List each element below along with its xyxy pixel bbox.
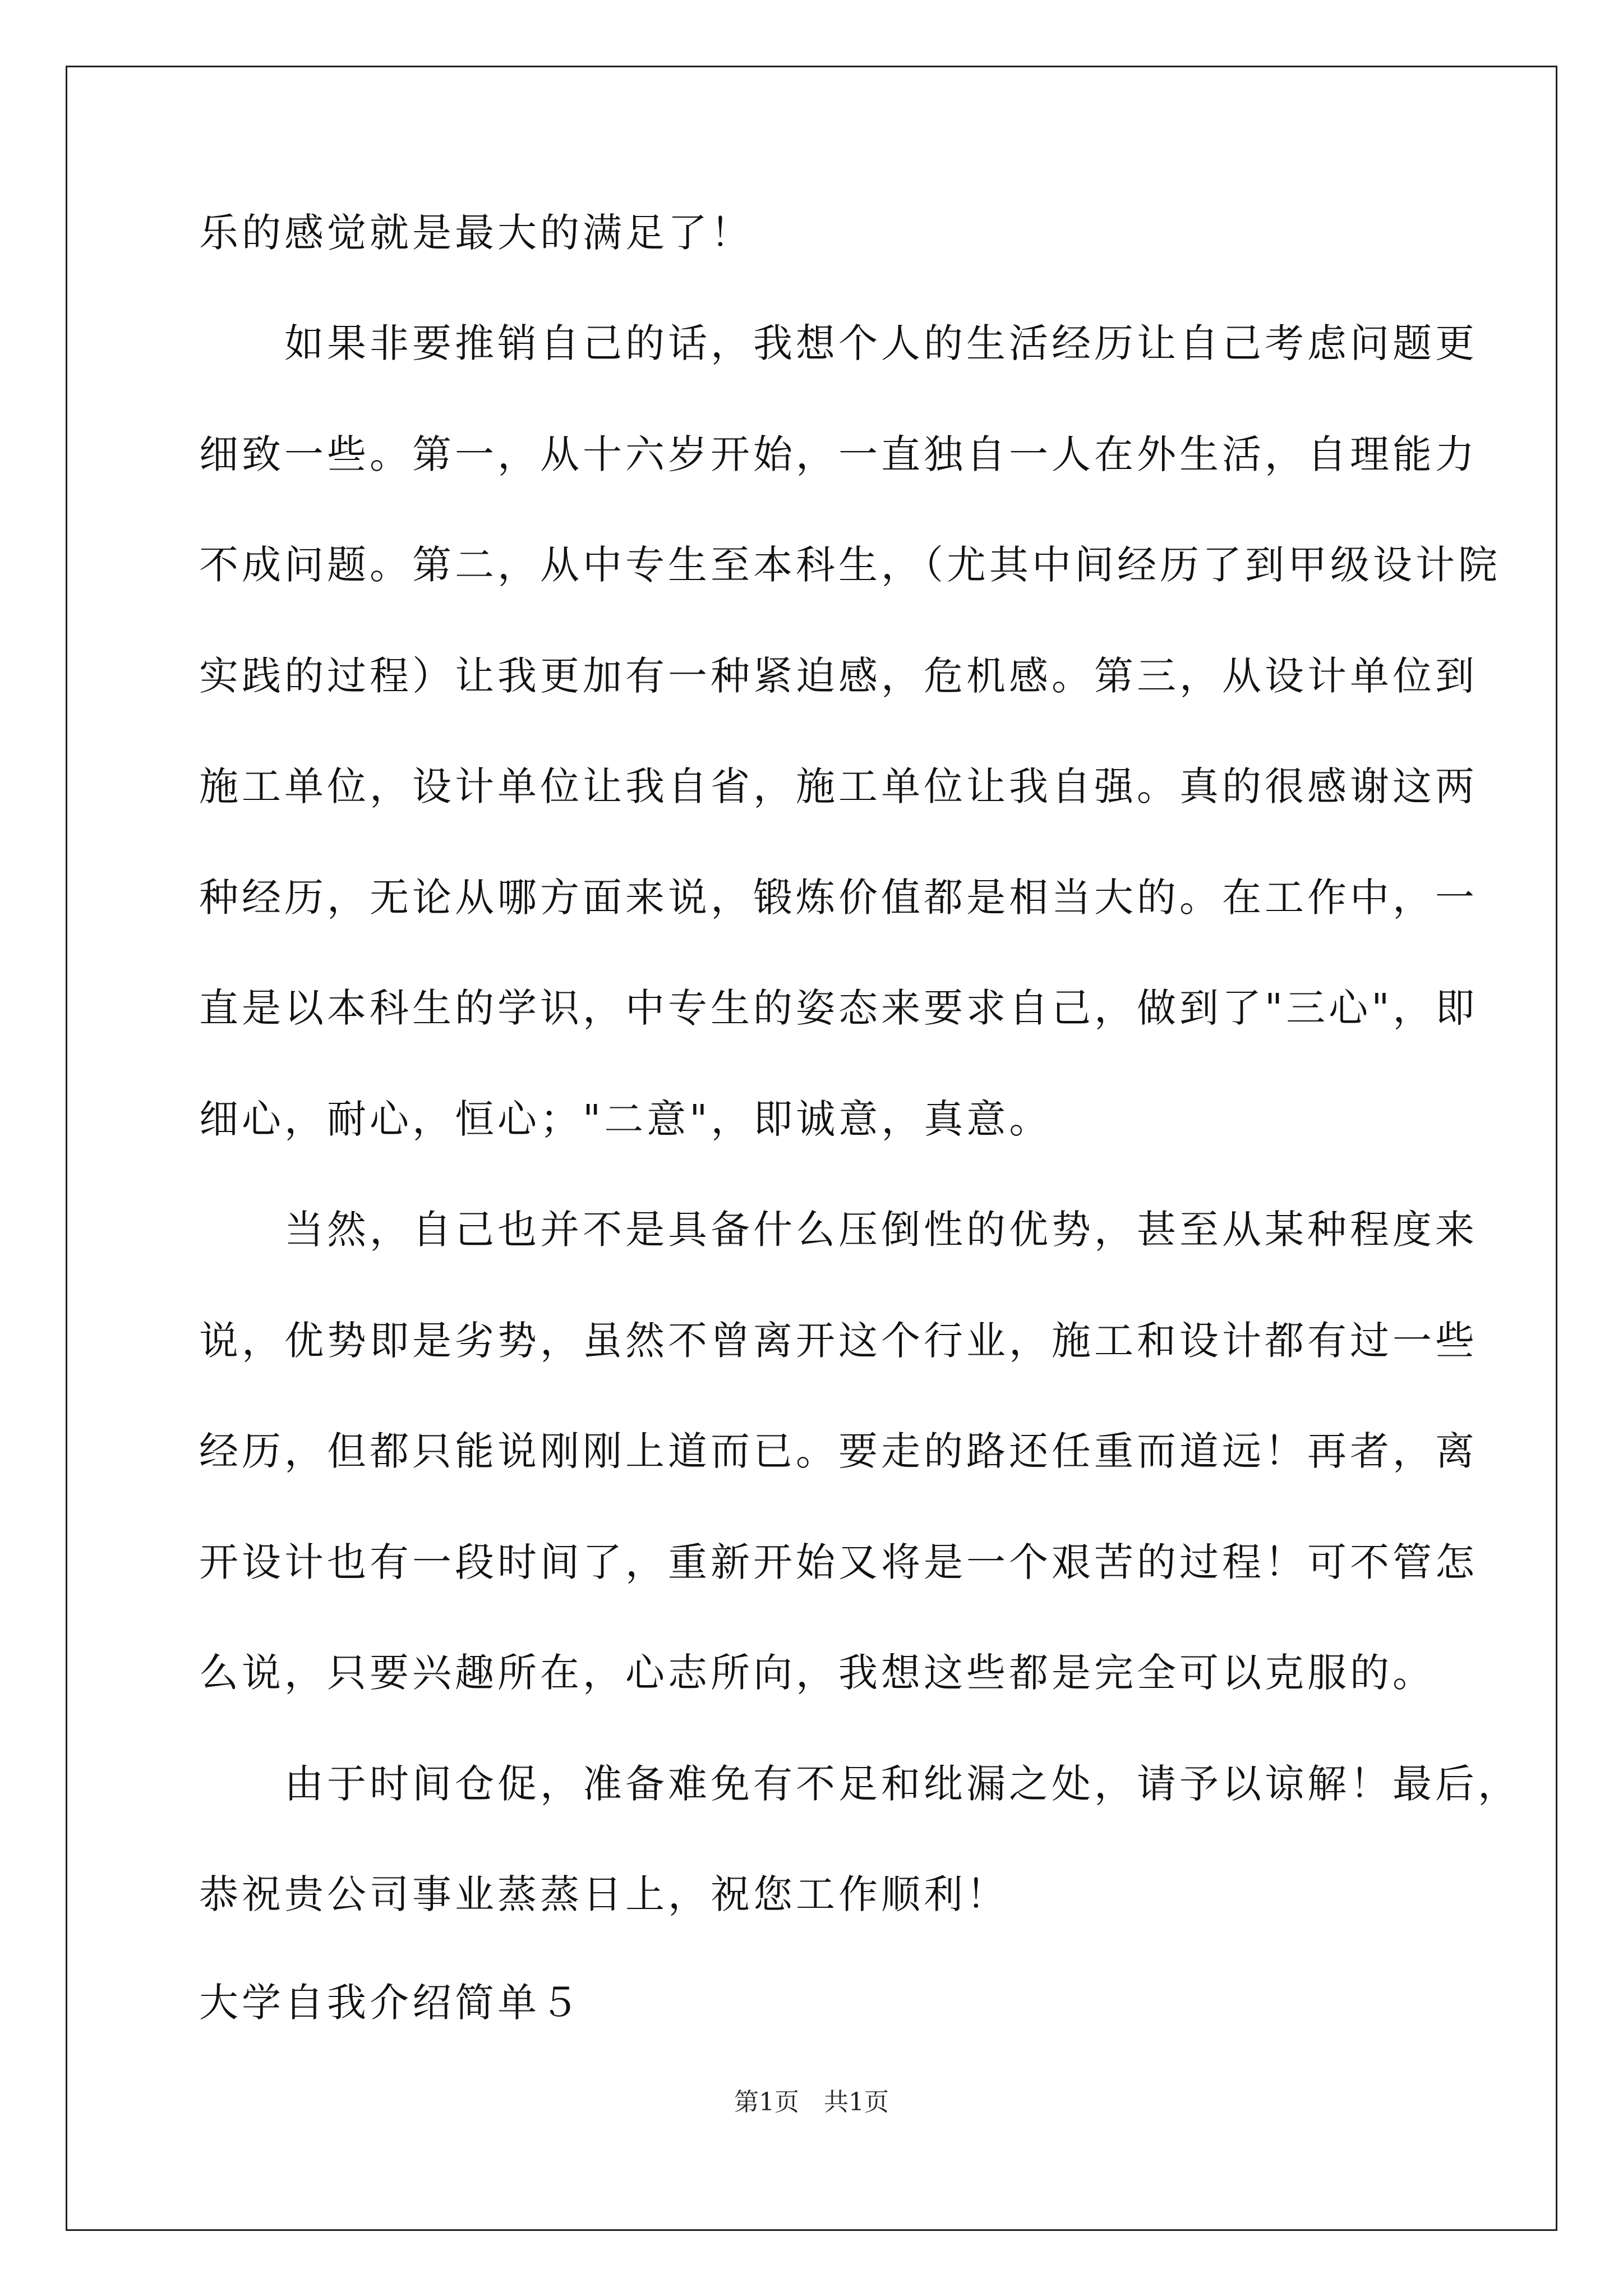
text-line: 施工单位，设计单位让我自省，施工单位让我自强。真的很感谢这两: [199, 763, 1478, 809]
page-number-footer: 第1页 共1页: [734, 2088, 889, 2116]
text-line: 不成问题。第二，从中专生至本科生，（尤其中间经历了到甲级设计院: [199, 542, 1501, 588]
text-line: 种经历，无论从哪方面来说，锻炼价值都是相当大的。在工作中，一: [199, 875, 1478, 921]
text-line: 乐的感觉就是最大的满足了！: [199, 210, 753, 256]
text-line: 由于时间仓促，准备难免有不足和纰漏之处，请予以谅解！最后，: [199, 1761, 1520, 1807]
text-line: 细致一些。第一，从十六岁开始，一直独自一人在外生活，自理能力: [199, 431, 1478, 477]
text-line: 当然，自己也并不是具备什么压倒性的优势，甚至从某种程度来: [199, 1207, 1478, 1253]
section-heading: 大学自我介绍简单５: [199, 1980, 583, 2026]
text-line: 么说，只要兴趣所在，心志所向，我想这些都是完全可以克服的。: [199, 1650, 1435, 1696]
text-line: 经历，但都只能说刚刚上道而已。要走的路还任重而道远！再者，离: [199, 1428, 1478, 1474]
text-line: 说，优势即是劣势，虽然不曾离开这个行业，施工和设计都有过一些: [199, 1318, 1478, 1364]
text-line: 细心，耐心，恒心；"二意"，即诚意，真意。: [199, 1096, 1052, 1142]
text-line: 开设计也有一段时间了，重新开始又将是一个艰苦的过程！可不管怎: [199, 1539, 1478, 1585]
text-line: 恭祝贵公司事业蒸蒸日上，祝您工作顺利！: [199, 1871, 1009, 1917]
text-line: 如果非要推销自己的话，我想个人的生活经历让自己考虑问题更: [199, 320, 1478, 366]
text-line: 实践的过程）让我更加有一种紧迫感，危机感。第三，从设计单位到: [199, 653, 1478, 699]
text-line: 直是以本科生的学识，中专生的姿态来要求自己，做到了"三心"，即: [199, 985, 1478, 1031]
